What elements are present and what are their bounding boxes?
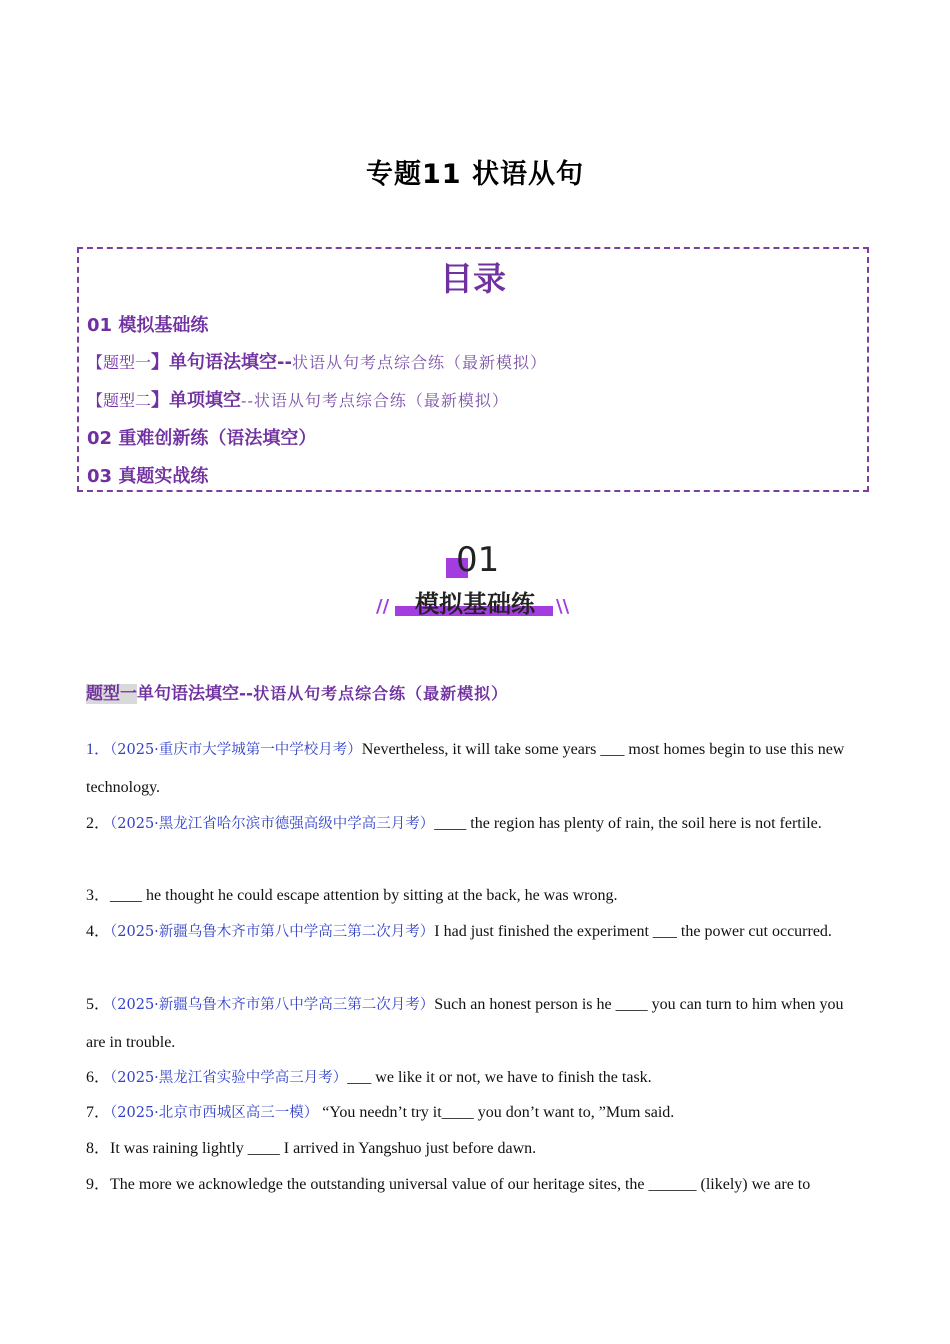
question-number: 2．	[86, 815, 111, 832]
question-text: Nevertheless, it will take some years ___ most homes begin to use this new technology.	[86, 741, 845, 796]
question-text: Such an honest person is he ____ you can turn to him when you are in trouble.	[86, 996, 844, 1051]
question-text: ___ we like it or not, we have to finish the task.	[347, 1069, 652, 1086]
section-banner	[370, 540, 580, 630]
question-source: （2025·新疆乌鲁木齐市第八中学高三第二次月考）	[110, 997, 435, 1013]
question-item	[86, 877, 861, 915]
question-item	[86, 1166, 861, 1204]
toc-bracket-open: 【	[87, 353, 104, 372]
question-item	[86, 986, 861, 1061]
question-text: The more we acknowledge the outstanding universal value of our heritage sites, the ______ (likely) we are to	[110, 1176, 811, 1193]
question-text: I had just finished the experiment ___ the power cut occurred.	[434, 923, 832, 940]
question-number: 4．	[86, 923, 111, 940]
question-number: 9．	[86, 1176, 111, 1193]
toc-bracket-close: 】	[151, 390, 170, 411]
question-item	[86, 1130, 861, 1168]
toc-bracket-close: 】	[151, 352, 170, 373]
section-title: 单句语法填空--	[137, 684, 254, 704]
question-item	[86, 1059, 861, 1097]
question-source: （2025·重庆市大学城第一中学校月考）	[110, 742, 362, 758]
toc-item-01[interactable]	[87, 311, 208, 337]
question-number: 8．	[86, 1140, 111, 1157]
question-item	[86, 805, 861, 843]
question-source: （2025·北京市西城区高三一模）	[110, 1105, 319, 1121]
toc-heading: 目录	[440, 259, 506, 298]
toc-item-sub: --状语从句考点综合练（最新模拟）	[241, 391, 509, 410]
section-heading	[86, 679, 508, 704]
question-item	[86, 913, 861, 951]
toc-item-type1[interactable]	[87, 348, 547, 374]
section-subtitle: 状语从句考点综合练（最新模拟）	[253, 684, 509, 703]
banner-number: 01	[456, 540, 500, 580]
table-of-contents	[77, 247, 869, 492]
toc-item-tag: 题型一	[103, 353, 152, 372]
toc-item-tag: 题型二	[103, 391, 152, 410]
page-title: 专题11 状语从句	[366, 159, 584, 190]
section-tag: 题型一	[86, 684, 137, 704]
toc-item-label: 01 模拟基础练	[87, 315, 209, 336]
toc-item-03[interactable]	[87, 462, 208, 488]
question-number: 5．	[86, 996, 111, 1013]
question-source: （2025·新疆乌鲁木齐市第八中学高三第二次月考）	[110, 924, 435, 940]
toc-item-bold: 单句语法填空--	[169, 352, 292, 373]
question-number: 7．	[86, 1104, 111, 1121]
question-number: 6．	[86, 1069, 111, 1086]
toc-item-type2[interactable]	[87, 386, 509, 412]
question-source: （2025·黑龙江省实验中学高三月考）	[110, 1070, 348, 1086]
banner-label: 模拟基础练	[415, 590, 535, 618]
toc-item-sub: 状语从句考点综合练（最新模拟）	[291, 353, 547, 372]
question-text: ____ he thought he could escape attention by sitting at the back, he was wrong.	[110, 887, 618, 904]
toc-item-02[interactable]	[87, 424, 316, 450]
question-text: It was raining lightly ____ I arrived in Yangshuo just before dawn.	[110, 1140, 537, 1157]
toc-item-label: 02 重难创新练（语法填空）	[87, 428, 317, 449]
question-number: 1．	[86, 741, 111, 758]
toc-item-label: 03 真题实战练	[87, 466, 209, 487]
toc-bracket-open: 【	[87, 391, 104, 410]
question-number: 3．	[86, 887, 111, 904]
question-text: ____ the region has plenty of rain, the soil here is not fertile.	[434, 815, 822, 832]
left-slash-mark: //	[376, 596, 390, 617]
question-item	[86, 731, 861, 806]
toc-item-bold: 单项填空	[169, 390, 242, 411]
question-text: “You needn’t try it____ you don’t want to, ”Mum said.	[318, 1104, 675, 1121]
right-slash-mark: \\	[556, 596, 570, 617]
question-source: （2025·黑龙江省哈尔滨市德强高级中学高三月考）	[110, 816, 435, 832]
question-item	[86, 1094, 861, 1132]
